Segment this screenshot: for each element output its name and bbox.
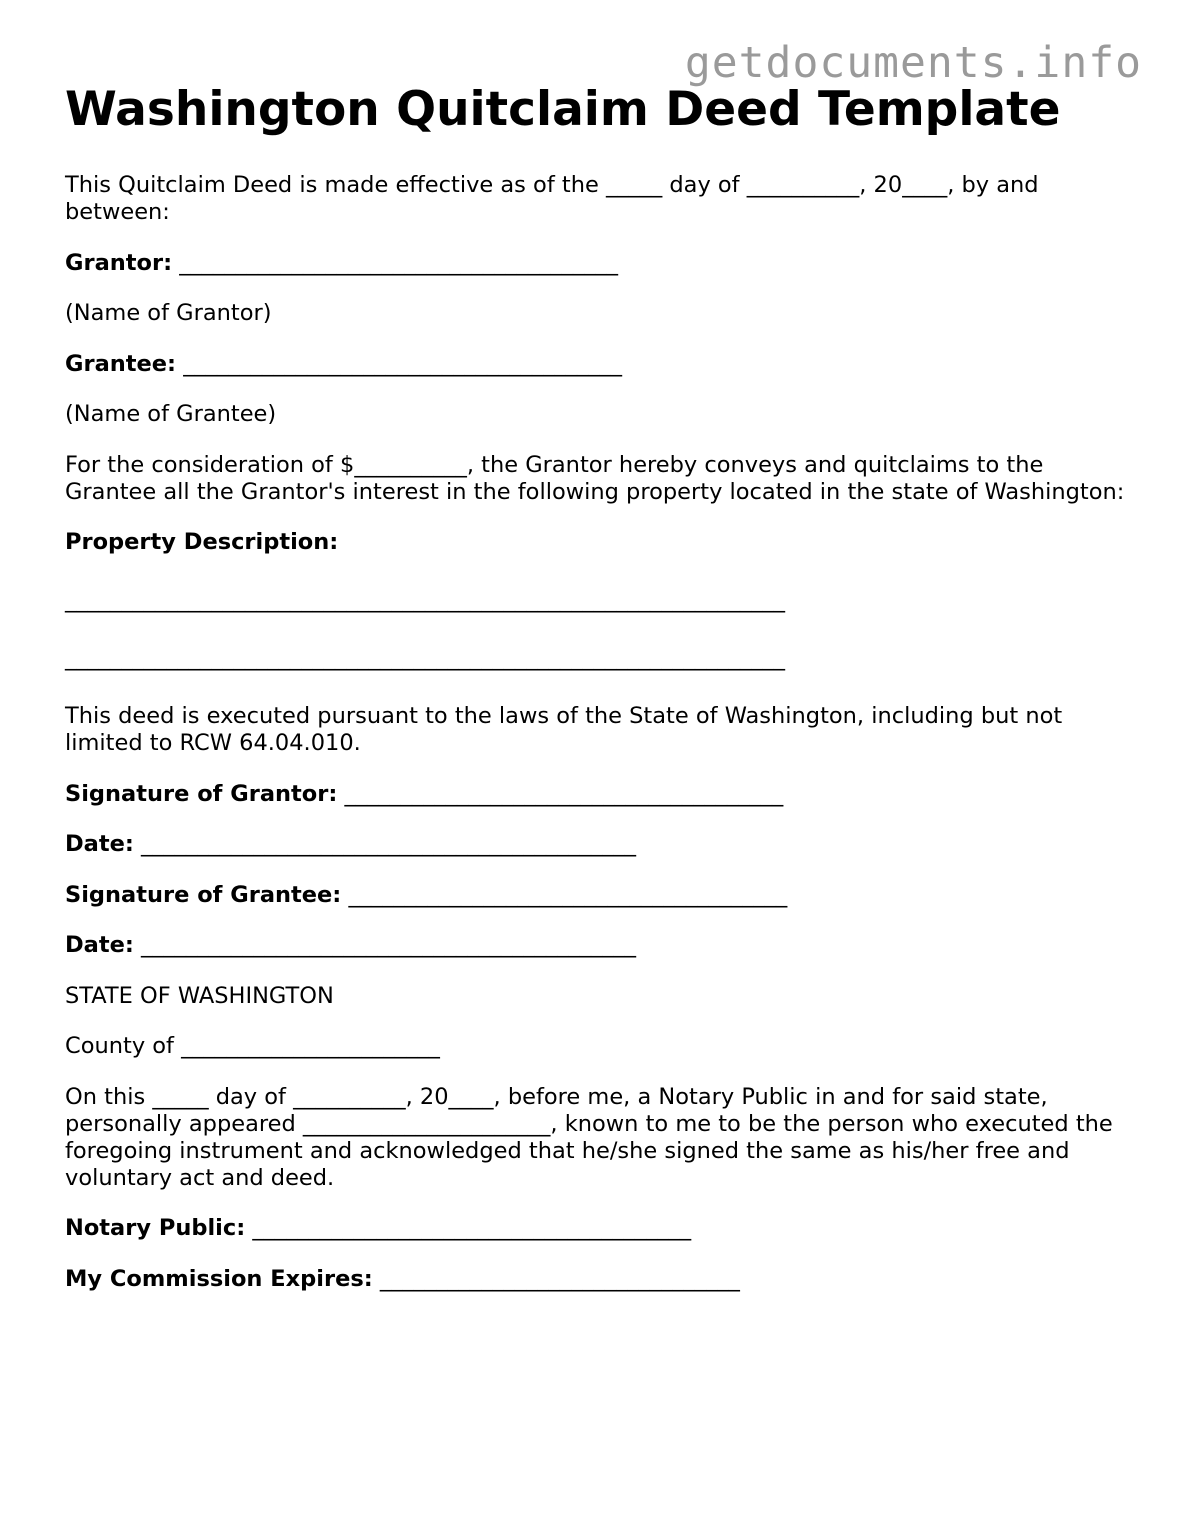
document-title: Washington Quitclaim Deed Template <box>65 82 1061 137</box>
laws-paragraph: This deed is executed pursuant to the laws of the State of Washington, including but not limited to RCW 64.04.010. <box>65 703 1063 756</box>
grantee-blank: _______________________________________ <box>183 350 622 377</box>
grantor-signature-label: Signature of Grantor: <box>65 780 338 807</box>
grantor-blank: _______________________________________ <box>179 249 618 276</box>
grantor-field <box>65 250 1125 277</box>
intro-paragraph: This Quitclaim Deed is made effective as of the _____ day of __________, 20____, by and between: <box>65 172 1039 225</box>
grantor-caption: (Name of Grantor) <box>65 300 272 326</box>
grantee-date-field <box>65 932 1125 959</box>
grantee-date-label: Date: <box>65 932 134 958</box>
grantor-date-blank: ____________________________________________ <box>141 831 637 857</box>
document-page <box>65 80 1125 1316</box>
state-heading: STATE OF WASHINGTON <box>65 982 334 1009</box>
grantor-date-field <box>65 831 1125 858</box>
property-description-label: Property Description: <box>65 529 339 555</box>
property-blank-line-2: ________________________________________________________________ <box>65 645 785 671</box>
commission-expires-blank: ________________________________ <box>379 1265 740 1292</box>
grantee-field <box>65 351 1125 378</box>
watermark: getdocuments.info <box>684 38 1142 88</box>
grantee-signature-label: Signature of Grantee: <box>65 881 342 908</box>
grantor-label: Grantor: <box>65 249 173 276</box>
property-blank-line-1: ________________________________________________________________ <box>65 587 785 613</box>
commission-expires-label: My Commission Expires: <box>65 1265 373 1292</box>
grantee-label: Grantee: <box>65 350 177 377</box>
consideration-paragraph: For the consideration of $__________, the Grantor hereby conveys and quitclaims to the Grantee all the Grantor's interest in the following property located in the state of Washington: <box>65 451 1125 505</box>
notary-public-field <box>65 1215 1125 1242</box>
county-field: County of _______________________ <box>65 1033 440 1059</box>
notary-public-blank: _______________________________________ <box>252 1215 692 1241</box>
grantor-date-label: Date: <box>65 831 134 857</box>
notary-public-label: Notary Public: <box>65 1215 246 1241</box>
grantee-caption: (Name of Grantee) <box>65 401 277 427</box>
notary-paragraph: On this _____ day of __________, 20____, before me, a Notary Public in and for said state, personally appeared ______________________, known to me to be the person who executed the foregoing instrument and acknowledged that he/she signed the same as his/her free and voluntary act and deed. <box>65 1083 1113 1191</box>
grantee-date-blank: ____________________________________________ <box>141 932 637 958</box>
commission-expires-field <box>65 1266 1125 1293</box>
grantee-signature-field <box>65 882 1125 909</box>
grantor-signature-blank: _______________________________________ <box>344 780 784 807</box>
grantee-signature-blank: _______________________________________ <box>348 881 788 908</box>
grantor-signature-field <box>65 781 1125 808</box>
